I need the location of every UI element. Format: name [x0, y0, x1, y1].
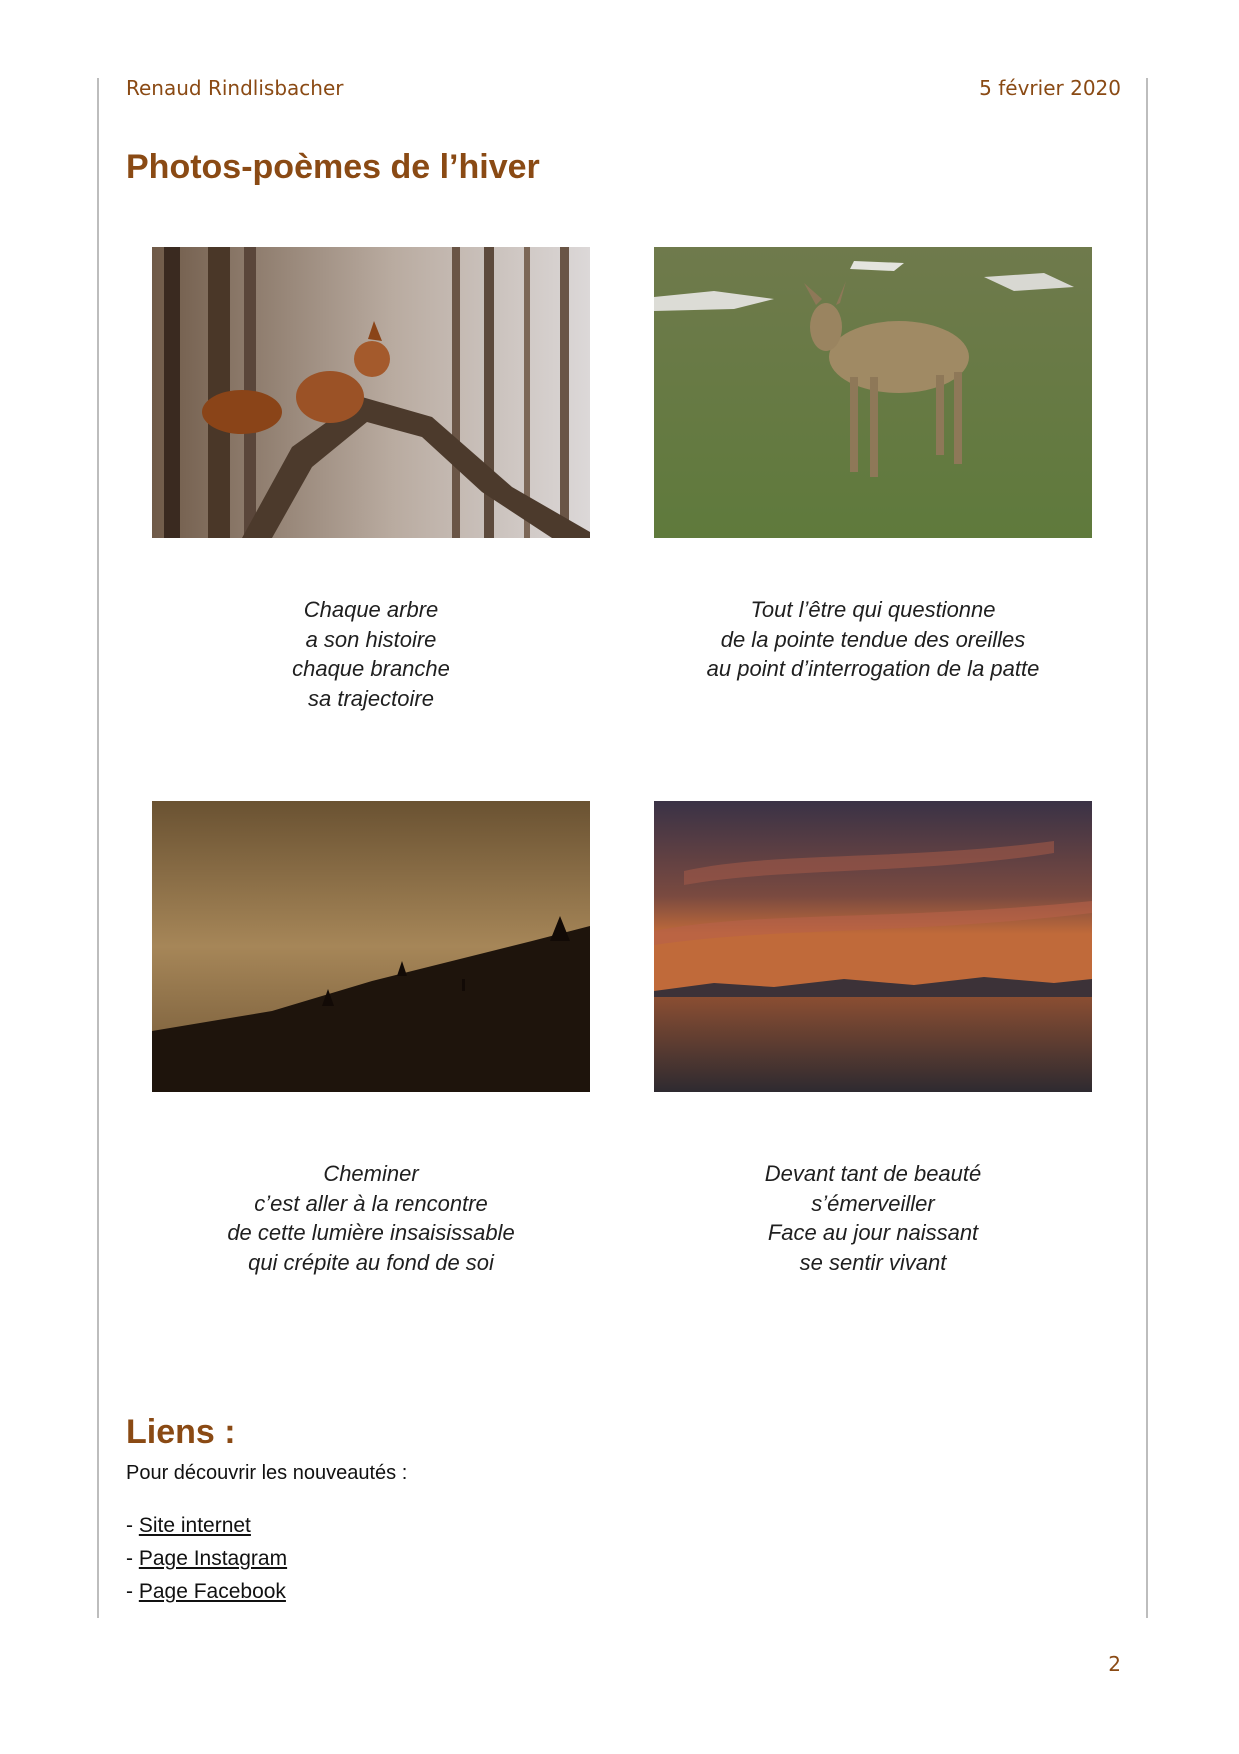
author-name: Renaud Rindlisbacher — [126, 76, 344, 100]
bullet-dash: - — [126, 1514, 139, 1537]
page-number: 2 — [1108, 1652, 1121, 1676]
links-heading: Liens : — [126, 1413, 236, 1451]
poem-caption — [152, 1159, 590, 1277]
poem-line: sa trajectoire — [308, 685, 434, 711]
poem-line: qui crépite au fond de soi — [248, 1249, 494, 1275]
deer-photo — [654, 247, 1092, 538]
poem-line: Devant tant de beauté — [764, 1161, 982, 1186]
poem-line: Chaque arbre — [303, 597, 439, 622]
poem-line: c’est aller à la rencontre — [254, 1190, 488, 1216]
poem-line: chaque branche — [292, 656, 450, 681]
sunrise-lake-photo — [654, 801, 1092, 1092]
list-item — [126, 1580, 287, 1613]
poem-caption — [654, 595, 1092, 684]
document-date: 5 février 2020 — [979, 76, 1121, 100]
page-title: Photos-poèmes de l’hiver — [126, 148, 540, 186]
facebook-link[interactable]: Page Facebook — [138, 1580, 286, 1603]
poem-line: Tout l’être qui questionne — [750, 597, 996, 622]
poem-caption — [152, 595, 590, 713]
poem-line: s’émerveiller — [811, 1190, 935, 1216]
right-margin-line — [1146, 78, 1148, 1618]
poem-line: au point d’interrogation de la patte — [706, 656, 1040, 681]
poem-line: se sentir vivant — [799, 1249, 947, 1275]
poem-line: Cheminer — [323, 1161, 419, 1186]
links-intro: Pour découvrir les nouveautés : — [126, 1462, 408, 1484]
poem-line: a son histoire — [305, 626, 437, 652]
poem-line: de la pointe tendue des oreilles — [720, 626, 1026, 652]
poem-line: de cette lumière insaisissable — [227, 1220, 515, 1245]
instagram-link[interactable]: Page Instagram — [138, 1547, 288, 1570]
squirrel-photo — [152, 247, 590, 538]
links-list — [126, 1514, 287, 1613]
website-link[interactable]: Site internet — [138, 1514, 251, 1537]
poem-line: Face au jour naissant — [767, 1220, 979, 1245]
bullet-dash: - — [126, 1580, 139, 1603]
misty-hill-photo — [152, 801, 590, 1092]
left-margin-line — [97, 78, 99, 1618]
bullet-dash: - — [126, 1547, 139, 1570]
list-item — [126, 1547, 287, 1580]
poem-caption — [654, 1159, 1092, 1277]
list-item — [126, 1514, 287, 1547]
